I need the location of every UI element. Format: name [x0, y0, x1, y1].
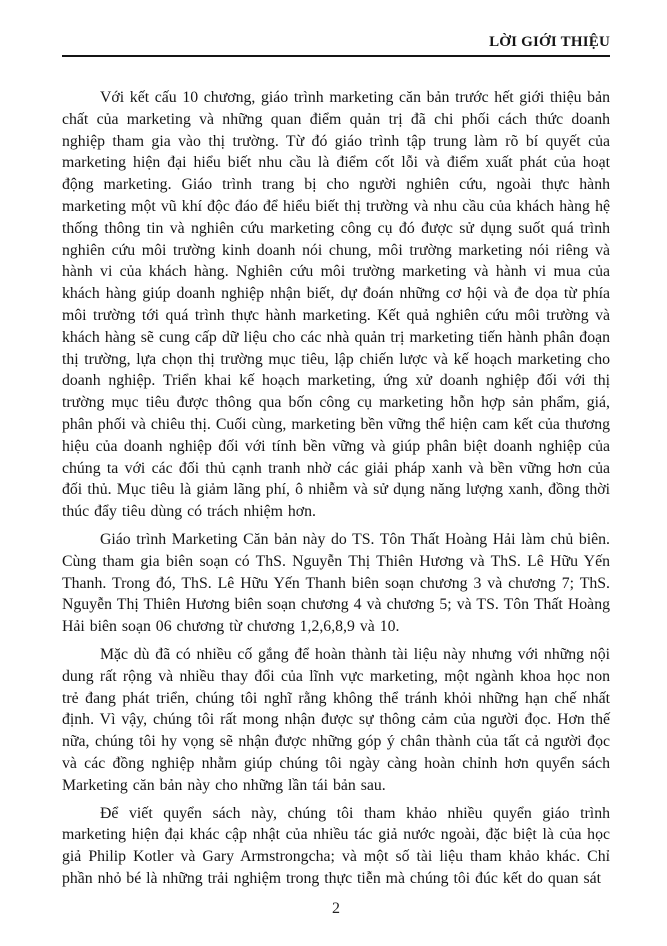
paragraph-structure-overview: Với kết cấu 10 chương, giáo trình marketing căn bản trước hết giới thiệu bản chất của marketing và những quan điểm quản trị đã chi phối cách thức doanh nghiệp tham gia vào thị trường. Từ đó giáo trình tập trung làm rõ bí quyết của marketing hiện đại hiểu biết nhu cầu là điểm cốt lỗi và điểm xuất phát của hoạt động marketing. Giáo trình trang bị cho người nghiên cứu, ngoài thực hành marketing một vũ khí độc đáo để hiểu biết thị trường và nhu cầu của khách hàng hệ thống thông tin và nghiên cứu marketing công cụ đó được sử dụng suốt quá trình nghiên cứu môi trường kinh doanh nói chung, môi trường marketing nói riêng và hành vi của khách hàng. Nghiên cứu môi trường marketing và hành vi mua của khách hàng giúp doanh nghiệp nhận biết, dự đoán những cơ hội và đe dọa từ phía môi trường tới quá trình thực hành marketing. Kết quả nghiên cứu môi trường và khách hàng sẽ cung cấp dữ liệu cho các nhà quản trị marketing tiến hành phân đoạn thị trường, lựa chọn thị trường mục tiêu, lập chiến lược và kế hoạch marketing cho doanh nghiệp. Triển khai kế hoạch marketing, ứng xử doanh nghiệp đối với thị trường mục tiêu được thông qua bốn công cụ marketing hỗn hợp sản phẩm, giá, phân phối và chiêu thị. Cuối cùng, marketing bền vững thể hiện cam kết của thương hiệu của doanh nghiệp đối với tính bền vững và giúp phân biệt doanh nghiệp của chúng ta với các đối thủ cạnh tranh nhờ các giải pháp xanh và bền vững hơn của đối thủ. Mục tiêu là giảm lãng phí, ô nhiễm và sử dụng năng lượng xanh, đồng thời thúc đẩy tiêu dùng có trách nhiệm hơn.: [62, 89, 610, 521]
page-body: [62, 87, 610, 890]
page-header-title: LỜI GIỚI THIỆU: [489, 34, 610, 50]
paragraph-authors: Giáo trình Marketing Căn bản này do TS. Tôn Thất Hoàng Hải làm chủ biên. Cùng tham gia biên soạn có ThS. Nguyễn Thị Thiên Hương và ThS. Lê Hữu Yến Thanh. Trong đó, ThS. Lê Hữu Yến Thanh biên soạn chương 3 và chương 7; ThS. Nguyễn Thị Thiên Hương biên soạn chương 4 và chương 5; và TS. Tôn Thất Hoàng Hải biên soạn 06 chương từ chương 1,2,6,8,9 và 10.: [62, 530, 610, 636]
page-header: [62, 33, 610, 57]
paragraph-limitations: Mặc dù đã có nhiều cố gắng để hoàn thành tài liệu này nhưng với những nội dung rất rộng và nhiều thay đổi của lĩnh vực marketing, một ngành khoa học non trẻ đang phát triển, chúng tôi nghĩ rằng không thể tránh khỏi những hạn chế nhất định. Vì vậy, chúng tôi rất mong nhận được sự thông cảm của người đọc. Hơn thế nữa, chúng tôi hy vọng sẽ nhận được những góp ý chân thành của tất cả người đọc và các đồng nghiệp nhằm giúp chúng tôi ngày càng hoàn chỉnh hơn quyển sách Marketing căn bản này cho những lần tái bản sau.: [62, 645, 610, 794]
paragraph-references: Để viết quyển sách này, chúng tôi tham khảo nhiều quyển giáo trình marketing hiện đại khác cập nhật của nhiều tác giả nước ngoài, đặc biệt là của học giả Philip Kotler và Gary Armstrongcha; và một số tài liệu tham khảo khác. Chỉ phần nhỏ bé là những trải nghiệm trong thực tiễn mà chúng tôi đúc kết do quan sát: [62, 804, 610, 887]
page-number: 2: [332, 899, 340, 917]
page-footer: [62, 899, 610, 919]
